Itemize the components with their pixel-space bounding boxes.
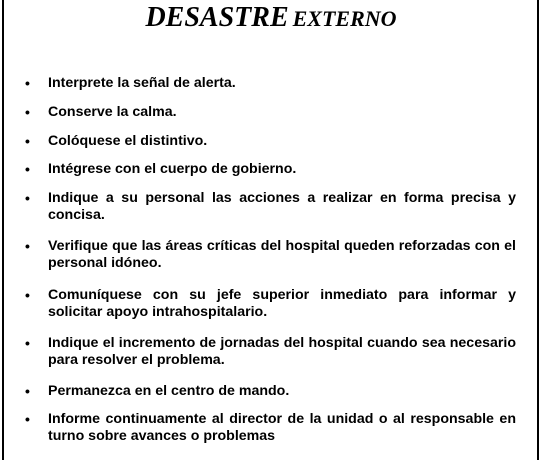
bullet-icon: • [25,411,30,427]
bullet-icon: • [25,75,30,91]
bullet-icon: • [25,335,30,351]
list-item-text: Indique a su personal las acciones a realizar en forma precisa y concisa. [48,190,516,223]
list-item-text: Colóquese el distintivo. [48,133,208,149]
list-item-text: Verifique que las áreas críticas del hospital queden reforzadas con el personal idóneo. [48,238,516,271]
list-item-text: Permanezca en el centro de mando. [48,383,290,399]
list-item-text: Informe continuamente al director de la unidad o al responsable en turno sobre avances o problemas [48,411,516,444]
bullet-icon: • [25,238,30,254]
title-word-externo: EXTERNO [292,6,397,31]
list-item-text: Intégrese con el cuerpo de gobierno. [48,161,297,177]
page-title [0,1,542,39]
title-word-desastre: DESASTRE [145,2,289,33]
list-item-text: Conserve la calma. [48,104,177,120]
list-item-text: Indique el incremento de jornadas del hospital cuando sea necesario para resolver el problema. [48,335,516,368]
bullet-icon: • [25,104,30,120]
list-item-text: Comuníquese con su jefe superior inmediato para informar y solicitar apoyo intrahospitalario. [48,287,516,320]
bullet-icon: • [25,133,30,149]
bullet-icon: • [25,161,30,177]
bullet-icon: • [25,287,30,303]
bullet-icon: • [25,190,30,206]
bullet-icon: • [25,383,30,399]
list-item-text: Interprete la señal de alerta. [48,75,236,91]
